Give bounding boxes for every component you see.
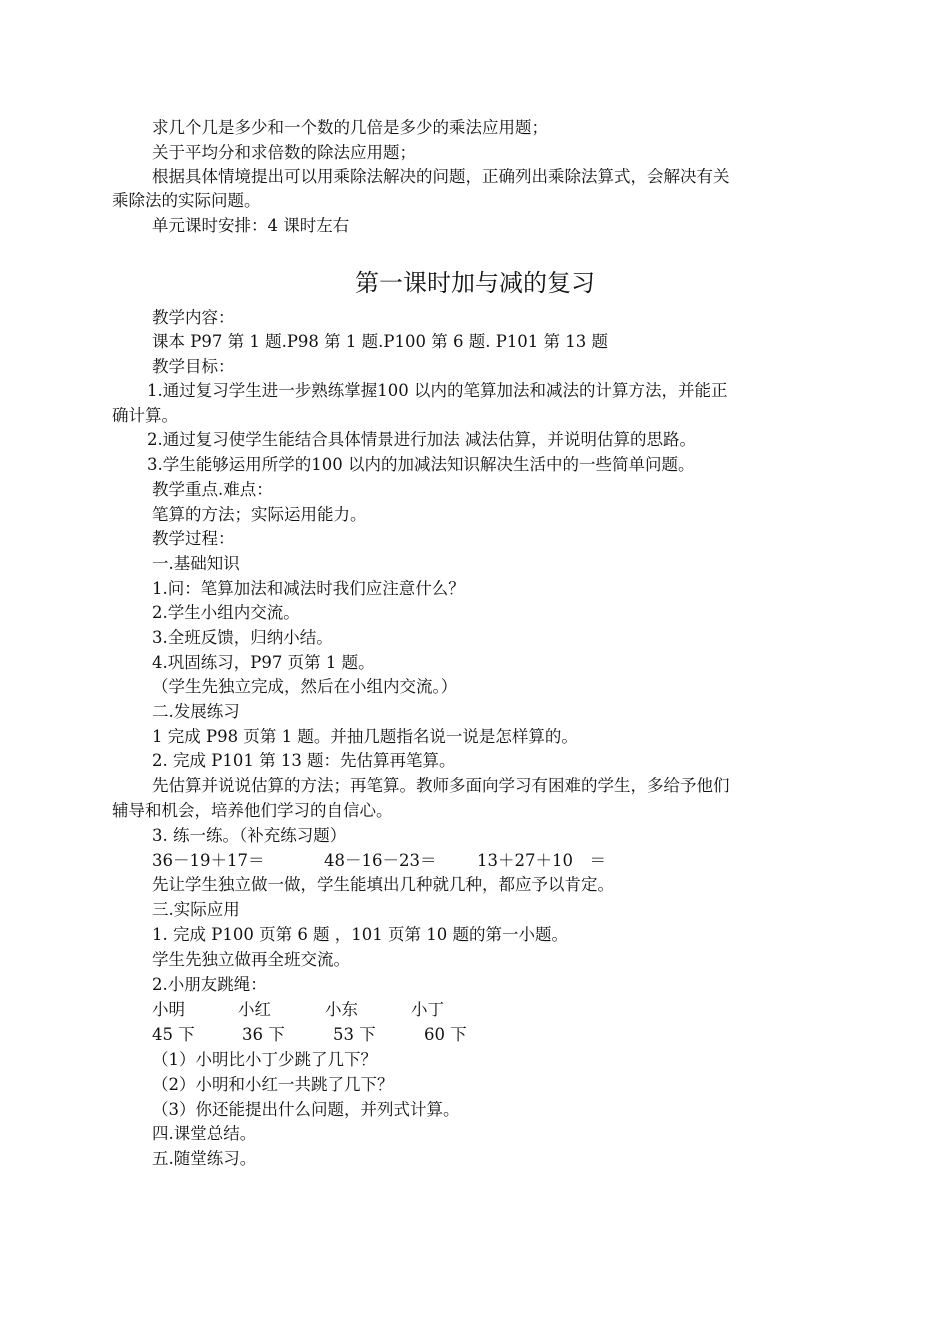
body-line: 笔算的方法；实际运用能力。 — [152, 505, 367, 524]
body-line: 3.学生能够运用所学的100 以内的加减法知识解决生活中的一些简单问题。 — [147, 455, 695, 474]
body-line: 教学过程： — [152, 529, 235, 548]
body-line: 确计算。 — [112, 406, 178, 425]
body-line: 1. 完成 P100 页第 6 题 ，101 页第 10 题的第一小题。 — [152, 925, 569, 944]
intro-line: 求几个几是多少和一个数的几倍是多少的乘法应用题； — [152, 118, 548, 137]
equation: 13＋27＋10 ＝ — [477, 851, 606, 870]
intro-line: 根据具体情境提出可以用乘除法解决的问题，正确列出乘除法算式，会解决有关 — [152, 167, 730, 186]
body-line: 1 完成 P98 页第 1 题。并抽几题指名说一说是怎样算的。 — [152, 727, 578, 746]
body-line: 教学目标： — [152, 357, 235, 376]
body-line: 先让学生独立做一做，学生能填出几种就几种，都应予以肯定。 — [152, 875, 614, 894]
body-line: 五.随堂练习。 — [152, 1149, 257, 1168]
body-line: 2.通过复习使学生能结合具体情景进行加法 减法估算，并说明估算的思路。 — [147, 430, 696, 449]
lesson-title: 第一课时加与减的复习 — [355, 269, 595, 297]
body-line: 3.全班反馈，归纳小结。 — [152, 628, 333, 647]
body-line: 四.课堂总结。 — [152, 1124, 257, 1143]
body-line: 三.实际应用 — [152, 900, 240, 919]
body-line: 一.基础知识 — [152, 554, 240, 573]
jump-count: 36 下 — [242, 1025, 285, 1044]
body-line: 1.通过复习学生进一步熟练掌握100 以内的笔算加法和减法的计算方法，并能正 — [147, 381, 728, 400]
body-line: （3）你还能提出什么问题，并列式计算。 — [152, 1100, 460, 1119]
body-line: 辅导和机会，培养他们学习的自信心。 — [112, 801, 393, 820]
body-line: 4.巩固练习，P97 页第 1 题。 — [152, 653, 375, 672]
body-line: 学生先独立做再全班交流。 — [152, 950, 350, 969]
body-line: 二.发展练习 — [152, 702, 240, 721]
body-line: （1）小明比小丁少跳了几下？ — [152, 1050, 377, 1069]
body-line: 2.学生小组内交流。 — [152, 603, 300, 622]
body-line: 教学重点.难点： — [152, 480, 273, 499]
body-line: 课本 P97 第 1 题.P98 第 1 题.P100 第 6 题. P101 第 13 题 — [152, 332, 609, 351]
body-line: 3. 练一练。（补充练习题） — [152, 826, 347, 845]
body-line: （2）小明和小红一共跳了几下？ — [152, 1075, 394, 1094]
jump-count: 45 下 — [152, 1025, 195, 1044]
body-line: 2.小朋友跳绳： — [152, 975, 267, 994]
intro-line: 单元课时安排：4 课时左右 — [152, 216, 350, 235]
body-line: 先估算并说说估算的方法；再笔算。教师多面向学习有困难的学生，多给予他们 — [152, 776, 730, 795]
body-line: 1.问：笔算加法和减法时我们应注意什么？ — [152, 579, 465, 598]
jump-count: 53 下 — [333, 1025, 376, 1044]
jump-name: 小红 — [238, 1000, 271, 1019]
equation: 48－16－23＝ — [324, 851, 437, 870]
jump-name: 小东 — [325, 1000, 358, 1019]
jump-name: 小明 — [152, 1000, 185, 1019]
intro-line: 乘除法的实际问题。 — [112, 191, 261, 210]
jump-count: 60 下 — [424, 1025, 467, 1044]
body-line: （学生先独立完成，然后在小组内交流。） — [152, 677, 458, 696]
body-line: 2. 完成 P101 第 13 题：先估算再笔算。 — [152, 751, 456, 770]
jump-name: 小丁 — [411, 1000, 444, 1019]
intro-line: 关于平均分和求倍数的除法应用题； — [152, 143, 416, 162]
equation: 36－19＋17＝ — [152, 851, 265, 870]
body-line: 教学内容： — [152, 308, 235, 327]
